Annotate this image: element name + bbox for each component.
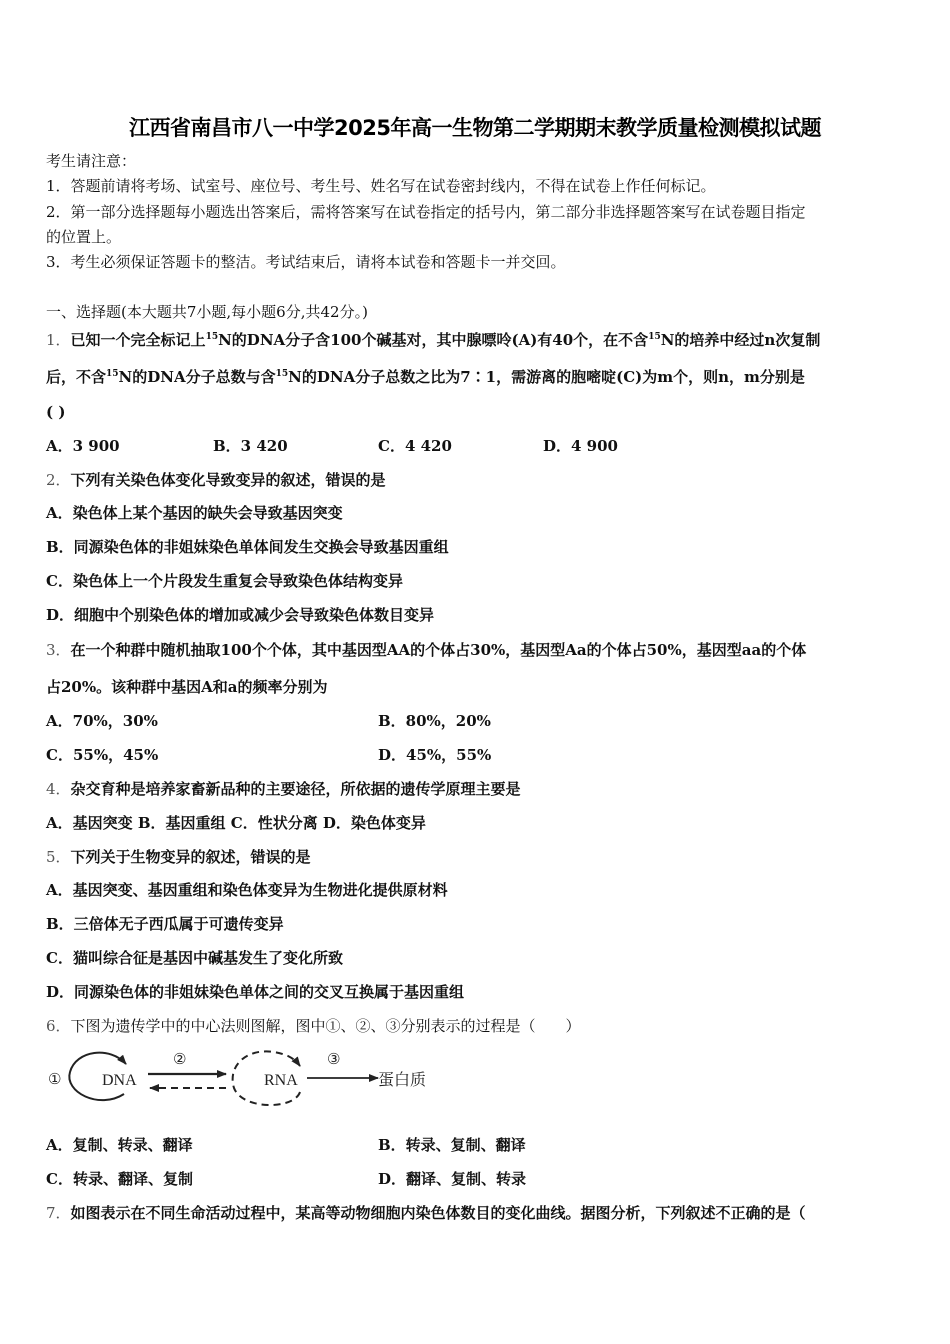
question-1-option-b: B．3 420 — [213, 437, 288, 455]
question-3-stem: 3．在一个种群中随机抽取100个个体，其中基因型AA的个体占30%，基因型Aa的个体占50%，基因型aa的个体 — [46, 641, 807, 659]
question-1-option-a: A．3 900 — [46, 437, 120, 455]
question-2-option-a: A．染色体上某个基因的缺失会导致基因突变 — [46, 504, 343, 522]
question-6-option-c: C．转录、翻译、复制 — [46, 1170, 193, 1188]
question-3-option-b: B．80%，20% — [378, 712, 491, 730]
question-7-stem: 7．如图表示在不同生命活动过程中，某高等动物细胞内染色体数目的变化曲线。据图分析，下列叙述不正确的是（ — [46, 1204, 806, 1222]
label-protein: 蛋白质 — [378, 1070, 427, 1089]
label-circle-2: ② — [173, 1050, 187, 1068]
label-dna: DNA — [102, 1072, 137, 1089]
question-6-stem: 6．下图为遗传学中的中心法则图解，图中①、②、③分别表示的过程是（ ） — [46, 1017, 581, 1035]
label-circle-1: ① — [48, 1070, 62, 1088]
question-4-options: A．基因突变 B．基因重组 C．性状分离 D．染色体变异 — [46, 814, 426, 832]
question-1-line-2: 后，不含$^{15}$N的DNA分子总数与含$^{15}$N的DNA分子总数之比为7∶1，需游离的胞嘧啶(C)为m个，则n，m分别是 — [46, 368, 805, 386]
notice-item-2: 2．第一部分选择题每小题选出答案后，需将答案写在试卷指定的括号内，第二部分非选择题答案写在试卷题目指定 — [46, 203, 806, 221]
question-3-stem-cont: 占20%。该种群中基因A和a的频率分别为 — [46, 678, 328, 696]
question-2-option-c: C．染色体上一个片段发生重复会导致染色体结构变异 — [46, 572, 403, 590]
question-6-option-d: D．翻译、复制、转录 — [378, 1170, 527, 1188]
question-5-option-a: A．基因突变、基因重组和染色体变异为生物进化提供原材料 — [46, 881, 448, 899]
question-6-option-b: B．转录、复制、翻译 — [378, 1136, 526, 1154]
page-title: 江西省南昌市八一中学2025年高一生物第二学期期末教学质量检测模拟试题 — [129, 116, 821, 140]
question-3-option-d: D．45%，55% — [378, 746, 492, 764]
question-5-option-d: D．同源染色体的非姐妹染色单体之间的交叉互换属于基因重组 — [46, 983, 465, 1001]
question-2-option-b: B．同源染色体的非姐妹染色单体间发生交换会导致基因重组 — [46, 538, 449, 556]
label-circle-3: ③ — [327, 1050, 341, 1068]
question-2-stem: 2．下列有关染色体变化导致变异的叙述，错误的是 — [46, 471, 386, 489]
question-3-option-c: C．55%，45% — [46, 746, 159, 764]
question-3-option-a: A．70%，30% — [46, 712, 158, 730]
label-rna: RNA — [264, 1072, 298, 1089]
section-heading: 一、选择题(本大题共7小题,每小题6分,共42分。) — [46, 303, 368, 321]
question-1-line-1: 1．已知一个完全标记上$^{15}$N的DNA分子含100个碱基对，其中腺嘌呤(A)有40个，在不含$^{15}$N的培养中经过n次复制 — [46, 331, 821, 349]
question-6-option-a: A．复制、转录、翻译 — [46, 1136, 193, 1154]
notice-heading: 考生请注意： — [46, 152, 137, 170]
question-number: 1． — [46, 331, 71, 349]
notice-item-3: 3．考生必须保证答题卡的整洁。考试结束后，请将本试卷和答题卡一并交回。 — [46, 253, 566, 271]
notice-item-1: 1．答题前请将考场、试室号、座位号、考生号、姓名写在试卷密封线内，不得在试卷上作任何标记。 — [46, 177, 716, 195]
question-5-option-b: B．三倍体无子西瓜属于可遗传变异 — [46, 915, 284, 933]
question-2-option-d: D．细胞中个别染色体的增加或减少会导致染色体数目变异 — [46, 606, 435, 624]
question-5-option-c: C．猫叫综合征是基因中碱基发生了变化所致 — [46, 949, 343, 967]
question-5-stem: 5．下列关于生物变异的叙述，错误的是 — [46, 848, 311, 866]
central-dogma-diagram — [44, 1044, 464, 1110]
question-1-answer-blank: ( ) — [46, 403, 66, 421]
notice-item-2-cont: 的位置上。 — [46, 228, 122, 246]
question-4-stem: 4．杂交育种是培养家畜新品种的主要途径，所依据的遗传学原理主要是 — [46, 780, 521, 798]
question-1-option-c: C．4 420 — [378, 437, 452, 455]
question-1-option-d: D．4 900 — [543, 437, 618, 455]
